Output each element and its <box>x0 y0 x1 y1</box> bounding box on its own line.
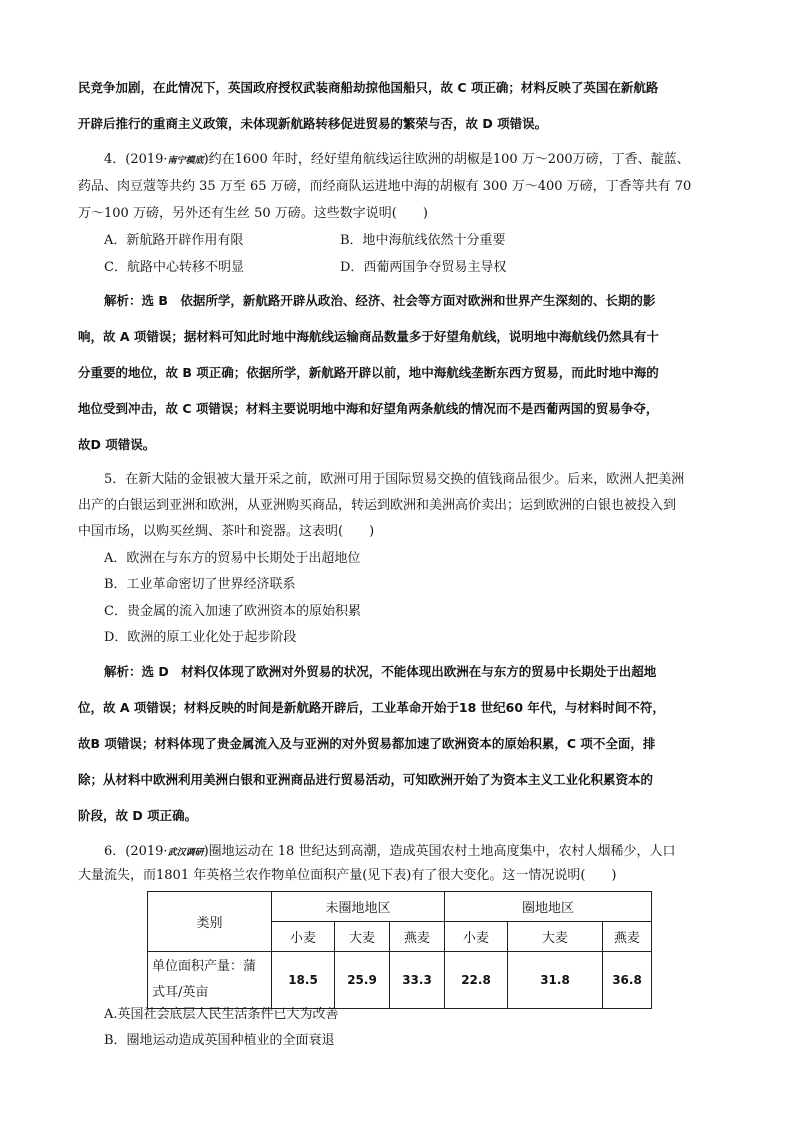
question-5-stem: 5．在新大陆的金银被大量开采之前，欧洲可用于国际贸易交换的值钱商品很少。后来，欧洲人把美洲 <box>104 472 685 487</box>
option-a: A.英国社会底层人民生活条件已大为改善 <box>104 1007 339 1022</box>
table-header-crop: 燕麦 <box>603 922 652 952</box>
answer-4-line: 地位受到冲击，故 C 项错误；材料主要说明地中海和好望角两条航线的情况而不是西葡两国的贸易争夺， <box>78 401 659 416</box>
question-source: 武汉调研 <box>167 848 204 858</box>
answer-5-line: 阶段，故 D 项正确。 <box>78 808 198 823</box>
option-d: D．西葡两国争夺贸易主导权 <box>340 260 507 275</box>
text-line: 药品、肉豆蔻等共约 35 万至 65 万磅，而经商队运进地中海的胡椒有 300 万～400 万磅，丁香等共有 70 <box>78 179 692 194</box>
table-header-crop: 小麦 <box>445 922 508 952</box>
table-row-label: 单位面积产量：蒲式耳/英亩 <box>148 952 272 1009</box>
table-header-crop: 大麦 <box>335 922 390 952</box>
question-number: 4．(2019· <box>104 152 168 167</box>
text-line: 出产的白银运到亚洲和欧洲，从亚洲购买商品，转运到欧洲和美洲高价卖出；运到欧洲的白银也被投入到 <box>78 498 677 513</box>
question-source: 南宁模底 <box>167 156 204 166</box>
option-b: B．工业革命密切了世界经济联系 <box>104 577 296 592</box>
answer-5-line: 解析：选 D 材料仅体现了欧洲对外贸易的状况，不能体现出欧洲在与东方的贸易中长期处于出超地 <box>104 664 657 679</box>
table-header-enclosed: 圈地地区 <box>445 892 652 922</box>
text-line: 民竞争加剧，在此情况下，英国政府授权武装商船劫掠他国船只，故 C 项正确；材料反映了英国在新航路 <box>78 80 659 95</box>
answer-5-line: 故B 项错误；材料体现了贵金属流入及与亚洲的对外贸易都加速了欧洲资本的原始积累，C 项不全面，排 <box>78 736 656 751</box>
answer-4-line: 响，故 A 项错误；据材料可知此时地中海航线运输商品数量多于好望角航线，说明地中海航线仍然具有十 <box>78 329 659 344</box>
option-d: D．欧洲的原工业化处于起步阶段 <box>104 630 297 645</box>
table-cell: 31.8 <box>508 952 603 1009</box>
question-text: )圈地运动在 18 世纪达到高潮，造成英国农村土地高度集中，农村人烟稀少，人口 <box>203 844 676 859</box>
table-cell: 22.8 <box>445 952 508 1009</box>
answer-5-line: 除；从材料中欧洲利用美洲白银和亚洲商品进行贸易活动，可知欧洲开始了为资本主义工业化积累资本的 <box>78 772 654 787</box>
option-b: B．地中海航线依然十分重要 <box>340 233 506 248</box>
answer-4-line: 解析：选 B 依据所学，新航路开辟从政治、经济、社会等方面对欧洲和世界产生深刻的、长期的影 <box>104 293 656 308</box>
option-a: A．新航路开辟作用有限 <box>104 233 244 248</box>
question-4-stem <box>104 151 728 170</box>
text-line: 开辟后推行的重商主义政策，未体现新航路转移促进贸易的繁荣与否，故 D 项错误。 <box>78 116 548 131</box>
table-header-crop: 小麦 <box>272 922 335 952</box>
table-header-crop: 大麦 <box>508 922 603 952</box>
text-line: 大量流失，而1801 年英格兰农作物单位面积产量(见下表)有了很大变化。这一情况说明( ) <box>78 868 617 883</box>
table-cell: 36.8 <box>603 952 652 1009</box>
yield-table <box>147 891 652 1009</box>
option-a: A．欧洲在与东方的贸易中长期处于出超地位 <box>104 551 361 566</box>
option-b: B．圈地运动造成英国种植业的全面衰退 <box>104 1033 335 1048</box>
table-header-unenclosed: 未圈地地区 <box>272 892 445 922</box>
table-cell: 18.5 <box>272 952 335 1009</box>
table-header-crop: 燕麦 <box>390 922 445 952</box>
answer-5-line: 位，故 A 项错误；材料反映的时间是新航路开辟后，工业革命开始于18 世纪60 年代，与材料时间不符， <box>78 700 665 715</box>
table-header-category: 类别 <box>148 892 272 952</box>
answer-4-line: 分重要的地位，故 B 项正确；依据所学，新航路开辟以前，地中海航线垄断东西方贸易，而此时地中海的 <box>78 365 659 380</box>
table-cell: 25.9 <box>335 952 390 1009</box>
text-line: 中国市场，以购买丝绸、茶叶和瓷器。这表明( ) <box>78 524 375 539</box>
text-line: 万～100 万磅，另外还有生丝 50 万磅。这些数字说明( ) <box>78 206 428 221</box>
option-c: C．贵金属的流入加速了欧洲资本的原始积累 <box>104 604 361 619</box>
question-number: 6．(2019· <box>104 844 168 859</box>
table-cell: 33.3 <box>390 952 445 1009</box>
question-text: )约在1600 年时，经好望角航线运往欧洲的胡椒是100 万～200万磅，丁香、靛蓝、 <box>203 152 690 167</box>
question-6-stem <box>104 843 728 862</box>
answer-4-line: 故D 项错误。 <box>78 437 156 452</box>
option-c: C．航路中心转移不明显 <box>104 260 244 275</box>
